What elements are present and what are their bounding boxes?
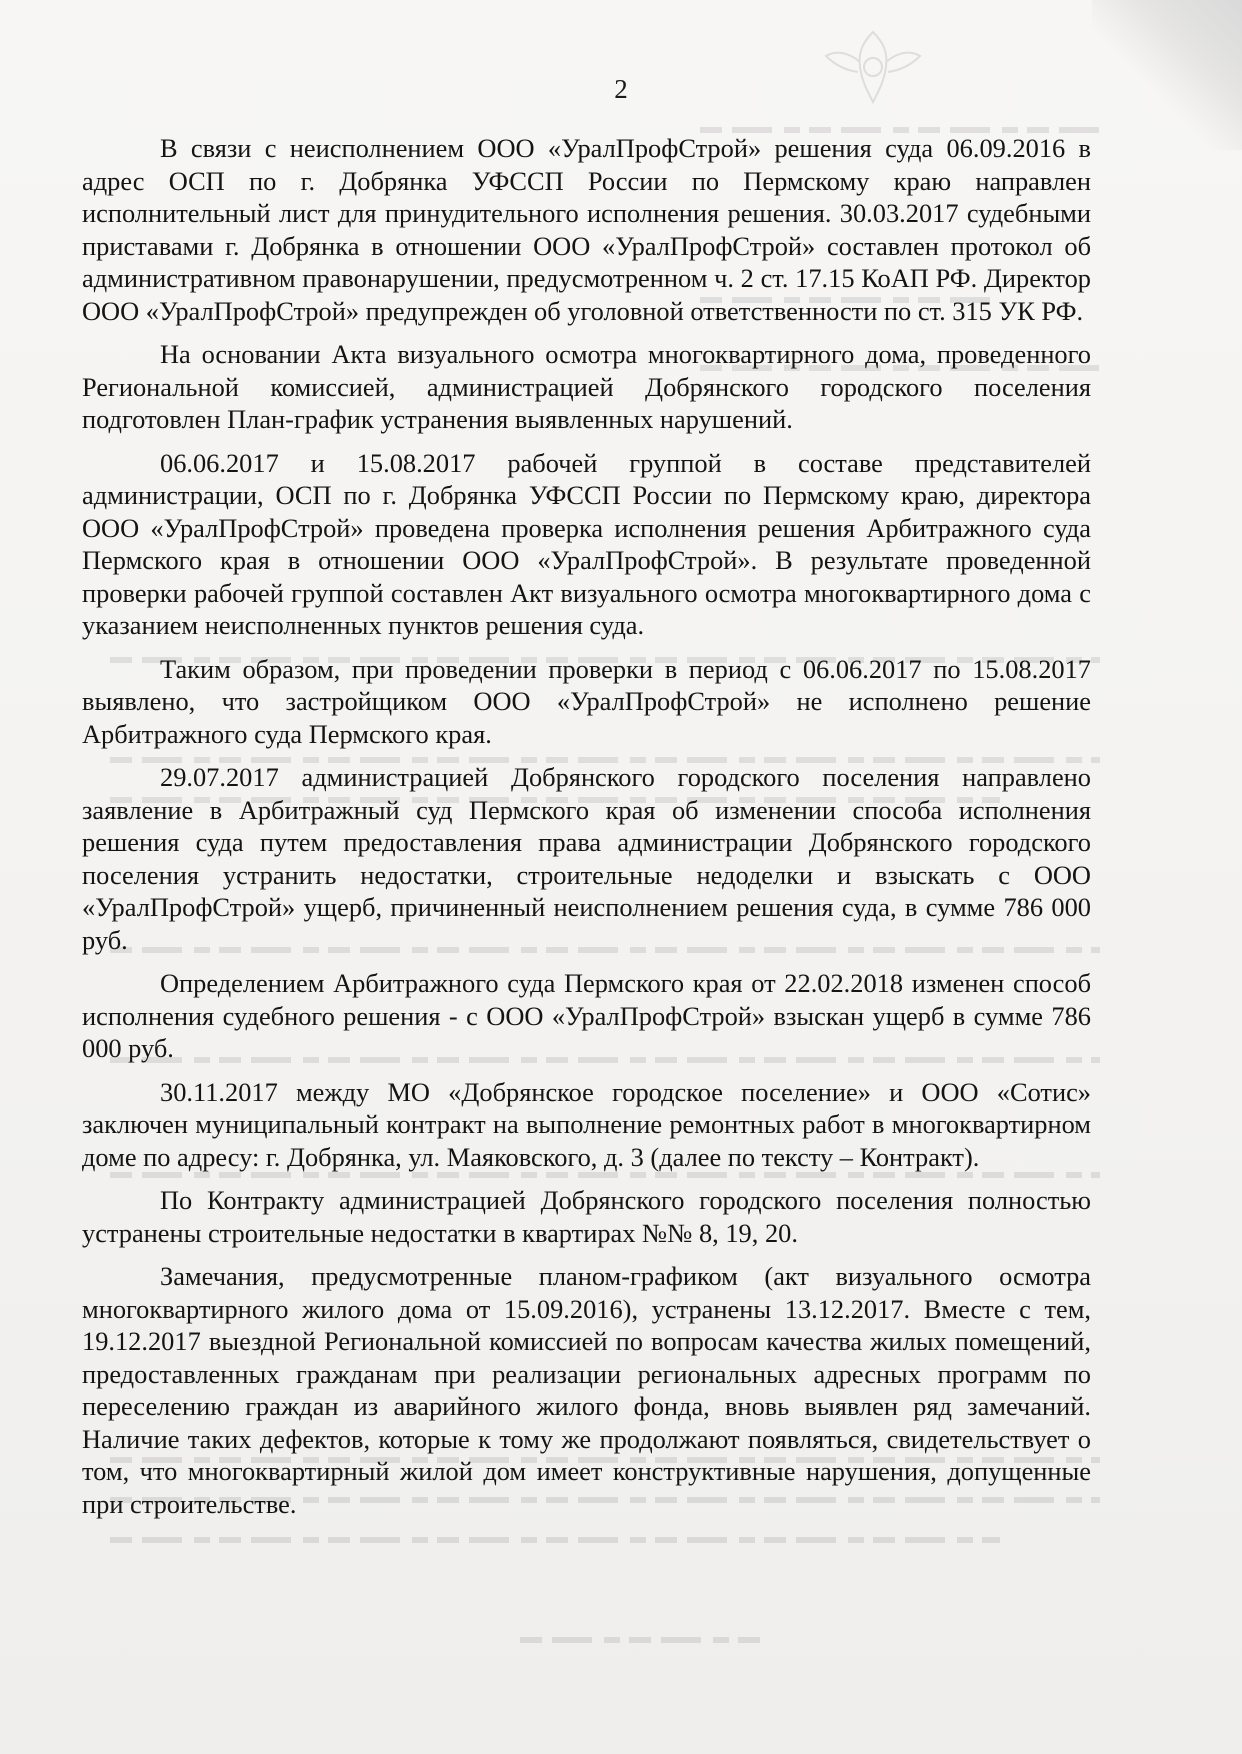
paragraph: Замечания, предусмотренные планом-графиком (акт визуального осмотра многоквартирного жилого дома от 15.09.2016), устранены 13.12.2017. Вместе с тем, 19.12.2017 выездной Региональной комиссией по вопросам качества жилых помещений, предоставленных гражданам при реализации региональных адресных программ по переселению граждан из аварийного жилого фонда, вновь выявлен ряд замечаний. Наличие таких дефектов, которые к тому же продолжают появляться, свидетельствует о том, что многоквартирный жилой дом имеет конструктивные нарушения, допущенные при строительстве.	[82, 1261, 1091, 1519]
paragraph: Определением Арбитражного суда Пермского края от 22.02.2018 изменен способ исполнения судебного решения - с ООО «УралПрофСтрой» взыскан ущерб в сумме 786 000 руб.	[82, 968, 1091, 1063]
paragraph: Таким образом, при проведении проверки в период с 06.06.2017 по 15.08.2017 выявлено, что застройщиком ООО «УралПрофСтрой» не исполнено решение Арбитражного суда Пермского края.	[82, 653, 1091, 749]
paragraph: 06.06.2017 и 15.08.2017 рабочей группой в составе представителей администрации, ОСП по г. Добрянка УФССП России по Пермскому краю, директора ООО «УралПрофСтрой» проведена проверка исполнения решения Арбитражного суда Пермского края в отношении ООО «УралПрофСтрой». В результате проведенной проверки рабочей группой составлен Акт визуального осмотра многоквартирного дома с указанием неисполненных пунктов решения суда.	[82, 447, 1091, 640]
paragraph: 30.11.2017 между МО «Добрянское городское поселение» и ООО «Сотис» заключен муниципальный контракт на выполнение ремонтных работ в многоквартирном доме по адресу: г. Добрянка, ул. Маяковского, д. 3 (далее по тексту – Контракт).	[82, 1076, 1091, 1172]
body-text	[82, 132, 1091, 1531]
paragraph: 29.07.2017 администрацией Добрянского городского поселения направлено заявление в Арбитражный суд Пермского края об изменении способа исполнения решения суда путем предоставления права администрации Добрянского городского поселения устранить недостатки, строительные недоделки и взыскать с ООО «УралПрофСтрой» ущерб, причиненный неисполнением решения суда, в сумме 786 000 руб.	[82, 762, 1091, 955]
paragraph: По Контракту администрацией Добрянского городского поселения полностью устранены строительные недостатки в квартирах №№ 8, 19, 20.	[82, 1185, 1091, 1248]
paragraph: На основании Акта визуального осмотра многоквартирного дома, проведенного Региональной комиссией, администрацией Добрянского городского поселения подготовлен План-график устранения выявленных нарушений.	[82, 339, 1091, 434]
paragraph: В связи с неисполнением ООО «УралПрофСтрой» решения суда 06.09.2016 в адрес ОСП по г. Добрянка УФССП России по Пермскому краю направлен исполнительный лист для принудительного исполнения решения. 30.03.2017 судебными приставами г. Добрянка в отношении ООО «УралПрофСтрой» составлен протокол об административном правонарушении, предусмотренном ч. 2 ст. 17.15 КоАП РФ. Директор ООО «УралПрофСтрой» предупрежден об уголовной ответственности по ст. 315 УК РФ.	[82, 133, 1091, 326]
page-number: 2	[614, 74, 628, 104]
